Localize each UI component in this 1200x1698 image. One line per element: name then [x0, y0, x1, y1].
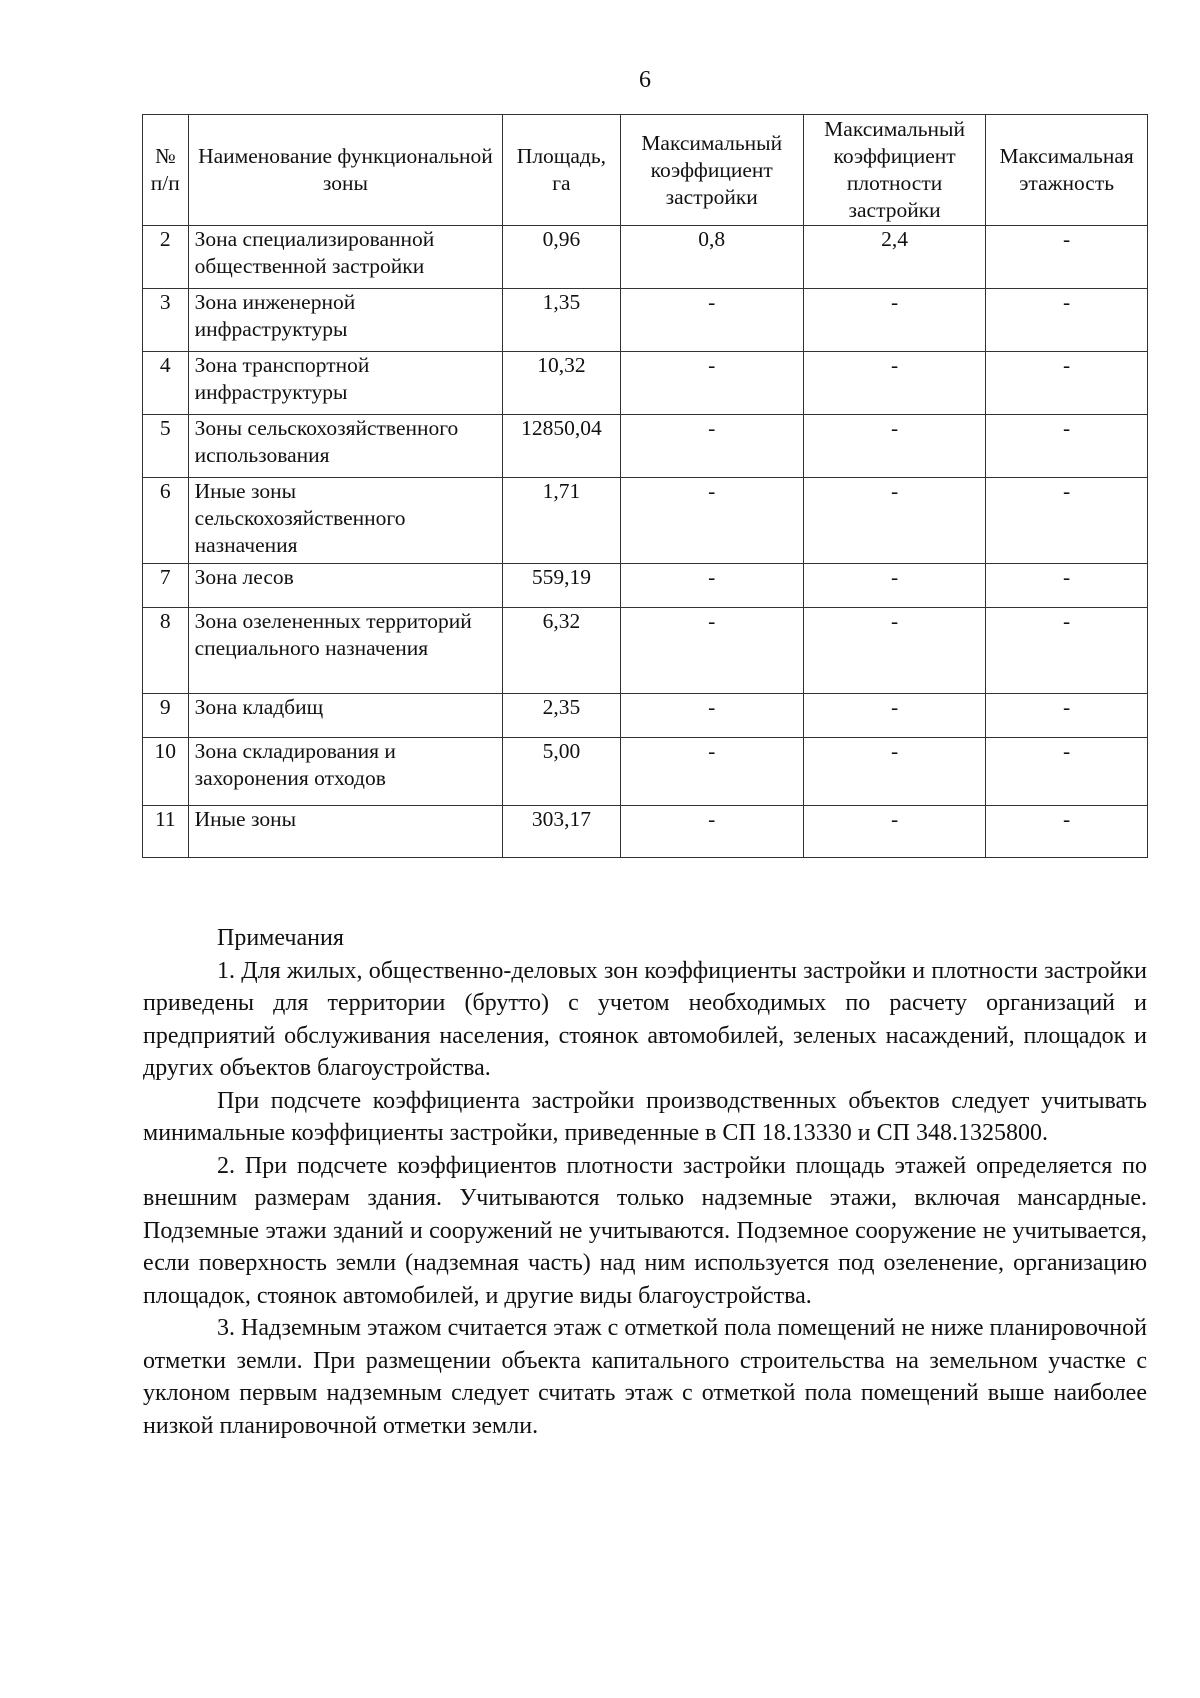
row-zone-name: Зоны сельскохозяйственного использования: [188, 415, 503, 478]
row-zone-name: Иные зоны: [188, 806, 503, 858]
row-max-floors: -: [986, 738, 1148, 806]
row-max-density: -: [803, 806, 985, 858]
row-area: 10,32: [503, 352, 620, 415]
table-row: [143, 478, 1148, 564]
row-num: 10: [143, 738, 189, 806]
row-max-density: -: [803, 564, 985, 608]
notes-heading: Примечания: [217, 925, 344, 951]
notes-section: [143, 922, 1147, 1442]
row-max-floors: -: [986, 289, 1148, 352]
header-max-density: Максимальный коэффициент плотности застройки: [803, 115, 985, 226]
row-num: 3: [143, 289, 189, 352]
row-max-floors: -: [986, 478, 1148, 564]
table-row: [143, 226, 1148, 289]
note-paragraph: 3. Надземным этажом считается этаж с отметкой пола помещений не ниже планировочной отметки земли. При размещении объекта капитального строительства на земельном участке с уклоном первым надземным следует считать этаж с отметкой пола помещений выше наиболее низкой планировочной отметки земли.: [143, 1315, 1147, 1439]
table-row: [143, 289, 1148, 352]
row-num: 9: [143, 694, 189, 738]
row-area: 2,35: [503, 694, 620, 738]
row-zone-name: Зона складирования и захоронения отходов: [188, 738, 503, 806]
row-zone-name: Зона кладбищ: [188, 694, 503, 738]
row-zone-name: Зона специализированной общественной застройки: [188, 226, 503, 289]
table-header-row: [143, 115, 1148, 226]
note-paragraph: 1. Для жилых, общественно-деловых зон коэффициенты застройки и плотности застройки приведены для территории (брутто) с учетом необходимых по расчету организаций и предприятий обслуживания населения, стоянок автомобилей, зеленых насаждений, площадок и других объектов благоустройства.: [143, 957, 1147, 1081]
note-paragraph: 2. При подсчете коэффициентов плотности застройки площадь этажей определяется по внешним размерам здания. Учитываются только надземные этажи, включая мансардные. Подземные этажи зданий и сооружений не учитываются. Подземное сооружение не учитывается, если поверхность земли (надземная часть) над ним используется под озеленение, организацию площадок, стоянок автомобилей, и другие виды благоустройства.: [143, 1152, 1147, 1309]
row-max-density: -: [803, 415, 985, 478]
header-area: Площадь, га: [503, 115, 620, 226]
row-area: 1,71: [503, 478, 620, 564]
table-row: [143, 415, 1148, 478]
header-zone-name: Наименование функциональной зоны: [188, 115, 503, 226]
row-num: 2: [143, 226, 189, 289]
header-max-coef: Максимальный коэффициент застройки: [620, 115, 803, 226]
row-max-coef: -: [620, 694, 803, 738]
row-area: 12850,04: [503, 415, 620, 478]
table-row: [143, 738, 1148, 806]
table-row: [143, 352, 1148, 415]
table-row: [143, 564, 1148, 608]
functional-zones-table: [142, 114, 1148, 858]
row-max-coef: 0,8: [620, 226, 803, 289]
row-area: 1,35: [503, 289, 620, 352]
row-zone-name: Зона инженерной инфраструктуры: [188, 289, 503, 352]
row-num: 4: [143, 352, 189, 415]
row-max-coef: -: [620, 608, 803, 694]
note-paragraph: При подсчете коэффициента застройки производственных объектов следует учитывать минимальные коэффициенты застройки, приведенные в СП 18.13330 и СП 348.1325800.: [143, 1087, 1147, 1146]
row-max-floors: -: [986, 608, 1148, 694]
row-max-floors: -: [986, 694, 1148, 738]
row-max-density: -: [803, 289, 985, 352]
row-max-floors: -: [986, 564, 1148, 608]
table-row: [143, 806, 1148, 858]
row-zone-name: Зона лесов: [188, 564, 503, 608]
row-area: 0,96: [503, 226, 620, 289]
header-max-floors: Максимальная этажность: [986, 115, 1148, 226]
table-row: [143, 608, 1148, 694]
row-num: 6: [143, 478, 189, 564]
row-max-floors: -: [986, 226, 1148, 289]
row-max-density: 2,4: [803, 226, 985, 289]
row-max-density: -: [803, 694, 985, 738]
row-area: 6,32: [503, 608, 620, 694]
table-row: [143, 694, 1148, 738]
page-number: 6: [639, 67, 651, 93]
row-max-coef: -: [620, 806, 803, 858]
row-num: 11: [143, 806, 189, 858]
row-max-coef: -: [620, 415, 803, 478]
row-max-density: -: [803, 608, 985, 694]
row-max-coef: -: [620, 738, 803, 806]
row-max-coef: -: [620, 564, 803, 608]
row-area: 559,19: [503, 564, 620, 608]
row-num: 8: [143, 608, 189, 694]
row-num: 7: [143, 564, 189, 608]
row-max-floors: -: [986, 806, 1148, 858]
row-zone-name: Зона транспортной инфраструктуры: [188, 352, 503, 415]
row-max-coef: -: [620, 478, 803, 564]
row-max-density: -: [803, 352, 985, 415]
header-num: № п/п: [143, 115, 189, 226]
row-area: 303,17: [503, 806, 620, 858]
row-max-floors: -: [986, 415, 1148, 478]
row-max-density: -: [803, 478, 985, 564]
row-zone-name: Иные зоны сельскохозяйственного назначения: [188, 478, 503, 564]
row-area: 5,00: [503, 738, 620, 806]
row-max-density: -: [803, 738, 985, 806]
row-max-coef: -: [620, 352, 803, 415]
row-max-coef: -: [620, 289, 803, 352]
row-zone-name: Зона озелененных территорий специального назначения: [188, 608, 503, 694]
row-num: 5: [143, 415, 189, 478]
row-max-floors: -: [986, 352, 1148, 415]
